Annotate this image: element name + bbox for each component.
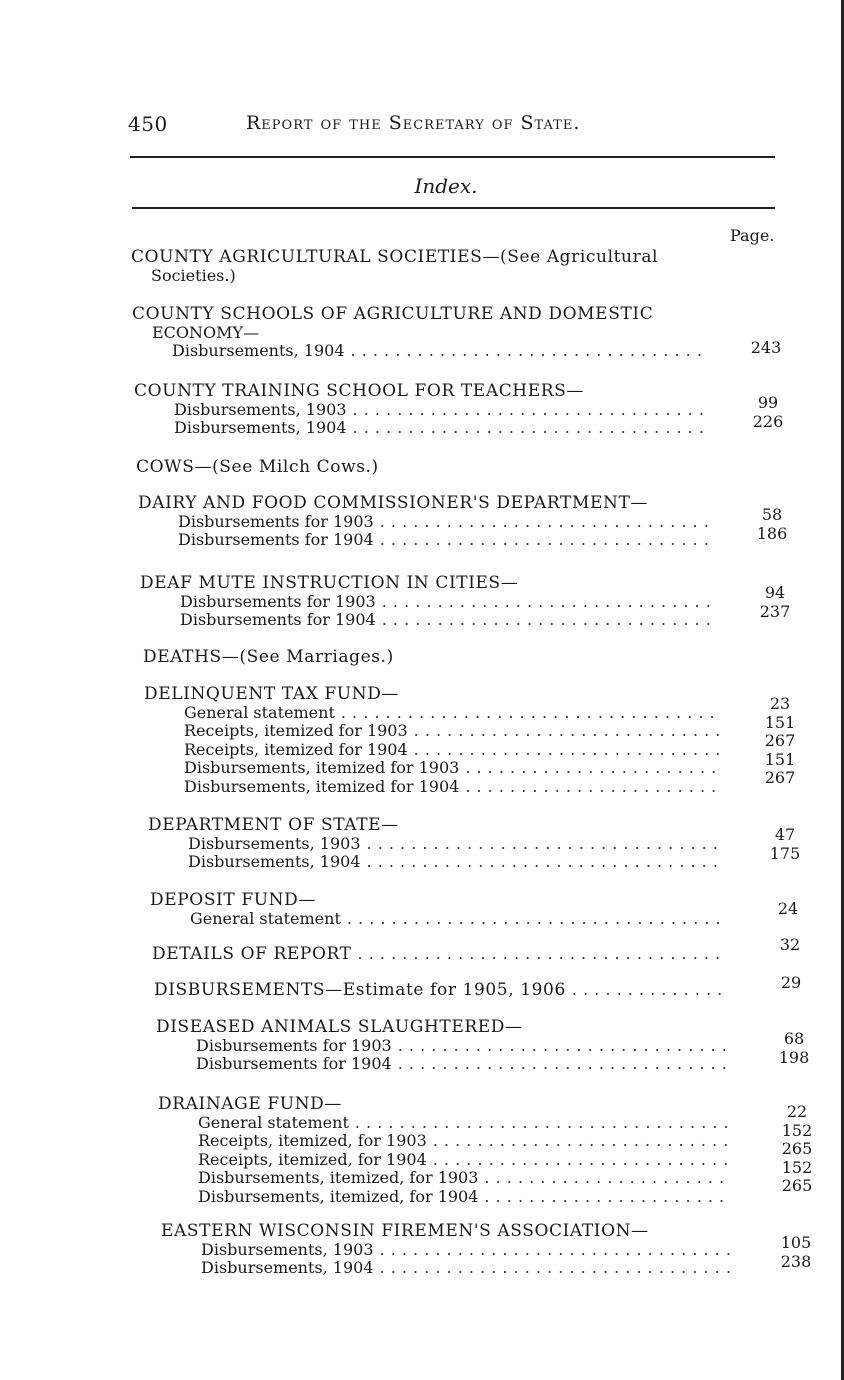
entry-subitem (144, 759, 720, 778)
page-ref: 243 (750, 338, 782, 357)
subitem-label: Disbursements for 1903 (178, 511, 374, 531)
subitem-label: Receipts, itemized for 1904 (184, 739, 408, 759)
page-ref: 68 (783, 1029, 805, 1048)
page-ref: 265 (781, 1139, 813, 1159)
dot-leader (484, 1169, 730, 1188)
entry-subitem (140, 611, 712, 630)
entry-subitem (144, 704, 720, 723)
entry-subitem (158, 1169, 730, 1188)
page-ref: 151 (764, 712, 796, 732)
entry-subitem (144, 741, 720, 760)
entry-pages (758, 900, 818, 919)
index-entry (143, 648, 803, 667)
entry-heading: COUNTY TRAINING SCHOOL FOR TEACHERS— (134, 381, 584, 401)
entry-pages (760, 936, 820, 955)
dot-leader (358, 945, 724, 964)
subitem-label: Disbursements for 1904 (178, 530, 374, 550)
entry-pages (736, 339, 796, 358)
dot-leader (367, 835, 720, 854)
subitem-label: Disbursements, 1903 (174, 399, 347, 419)
page-ref: 186 (756, 523, 788, 543)
entry-heading: DEPOSIT FUND— (150, 890, 316, 910)
entry-subitem (134, 419, 706, 438)
page-ref: 238 (780, 1251, 812, 1271)
subitem-label: Disbursements, 1904 (174, 418, 347, 438)
entry-subitem (158, 1114, 730, 1133)
subitem-label: Disbursements, itemized for 1904 (184, 776, 460, 796)
subitem-label: Disbursements, 1904 (201, 1258, 374, 1278)
page-ref: 198 (778, 1047, 810, 1067)
dot-leader (353, 401, 706, 420)
dot-leader (380, 513, 710, 532)
entry-pages (738, 394, 798, 431)
entry-subitem (132, 342, 704, 361)
page-ref: 23 (769, 694, 791, 713)
subitem-label: Receipts, itemized for 1903 (184, 721, 408, 741)
running-head: Report of the Secretary of State. (246, 112, 581, 134)
entry-subitem (140, 593, 712, 612)
dot-leader (398, 1037, 728, 1056)
entry-heading: EASTERN WISCONSIN FIREMEN'S ASSOCIATION— (161, 1221, 649, 1241)
index-entry (134, 382, 706, 438)
page-ref: 58 (761, 505, 783, 524)
entry-subitem (154, 981, 726, 1000)
dot-leader (465, 778, 720, 797)
dot-leader (351, 342, 704, 361)
index-entry (140, 574, 712, 630)
page-ref: 99 (757, 393, 779, 412)
page-ref: 175 (769, 843, 801, 863)
entry-continuation: Societies.) (151, 265, 236, 285)
subitem-label: Disbursements, 1903 (188, 833, 361, 853)
entry-subitem (152, 945, 724, 964)
dot-leader (398, 1055, 728, 1074)
entry-subitem (158, 1188, 730, 1207)
top-rule (130, 156, 775, 158)
page-number: 450 (128, 112, 168, 136)
subitem-label: Disbursements, 1904 (172, 341, 345, 361)
dot-leader (382, 593, 712, 612)
page-ref: 267 (764, 731, 796, 751)
entry-heading: COUNTY SCHOOLS OF AGRICULTURE AND DOMESTIC (132, 304, 654, 324)
subitem-label: Disbursements, itemized, for 1903 (198, 1168, 479, 1188)
subitem-label: Receipts, itemized, for 1904 (198, 1149, 427, 1169)
entry-pages (764, 1030, 824, 1067)
dot-leader (382, 611, 712, 630)
page-ref: 237 (759, 601, 791, 621)
dot-leader (484, 1188, 730, 1207)
subitem-label: General statement (190, 908, 341, 928)
dot-leader (380, 1259, 735, 1278)
entry-pages (755, 826, 815, 863)
entry-subitem (161, 1241, 735, 1260)
entry-pages (761, 974, 821, 993)
entry-continuation: ECONOMY— (152, 322, 260, 342)
entry-heading: DEAF MUTE INSTRUCTION IN CITIES— (140, 573, 519, 593)
entry-heading: COUNTY AGRICULTURAL SOCIETIES—(See Agricultural (131, 247, 659, 267)
dot-leader (414, 741, 720, 760)
entry-pages (745, 584, 805, 621)
entry-subitem (148, 853, 720, 872)
entry-heading: COWS—(See Milch Cows.) (136, 457, 379, 477)
page-ref: 24 (777, 899, 799, 918)
index-title: Index. (414, 174, 478, 198)
subitem-label: Disbursements, 1903 (201, 1239, 374, 1259)
entry-subitem (158, 1151, 730, 1170)
page-ref: 152 (781, 1157, 813, 1177)
dot-leader (380, 1241, 735, 1260)
dot-leader (572, 981, 726, 1000)
subitem-label: Disbursements for 1903 (180, 591, 376, 611)
page-ref: 226 (752, 411, 784, 431)
page-ref: 29 (780, 973, 802, 992)
index-entry (136, 458, 796, 477)
entry-subitem (156, 1055, 728, 1074)
index-entry (156, 1018, 728, 1074)
subitem-label: Disbursements, itemized, for 1904 (198, 1186, 479, 1206)
subitem-label: Disbursements for 1903 (196, 1035, 392, 1055)
entry-heading: DELINQUENT TAX FUND— (144, 684, 400, 704)
index-entry (131, 248, 791, 285)
entry-pages (750, 695, 810, 788)
entry-subitem (150, 910, 722, 929)
subitem-label: General statement (184, 702, 335, 722)
entry-heading: DEATHS—(See Marriages.) (143, 647, 394, 667)
index-entry (144, 685, 720, 797)
bottom-rule (132, 207, 775, 209)
entry-subitem (138, 513, 710, 532)
entry-subitem (138, 531, 710, 550)
index-entry (154, 981, 726, 1000)
page-ref: 152 (781, 1120, 813, 1140)
index-entry (152, 945, 724, 964)
dot-leader (433, 1132, 730, 1151)
index-entry (150, 891, 722, 928)
entry-heading: DAIRY AND FOOD COMMISSIONER'S DEPARTMENT— (138, 493, 649, 513)
index-entry (148, 816, 720, 872)
entry-heading: DETAILS OF REPORT (152, 944, 352, 964)
dot-leader (414, 722, 720, 741)
dot-leader (367, 853, 720, 872)
page-column-label: Page. (730, 226, 775, 245)
entry-pages (767, 1103, 827, 1196)
dot-leader (355, 1114, 730, 1133)
page-ref: 151 (764, 749, 796, 769)
entry-heading: DISBURSEMENTS—Estimate for 1905, 1906 (154, 980, 566, 1000)
entry-heading: DEPARTMENT OF STATE— (148, 815, 399, 835)
subitem-label: Disbursements for 1904 (196, 1054, 392, 1074)
index-entry (132, 305, 704, 361)
page-ref: 47 (774, 825, 796, 844)
index-entry (138, 494, 710, 550)
subitem-label: General statement (198, 1112, 349, 1132)
dot-leader (465, 759, 720, 778)
subitem-label: Disbursements for 1904 (180, 610, 376, 630)
entry-heading: DISEASED ANIMALS SLAUGHTERED— (156, 1017, 523, 1037)
dot-leader (380, 531, 710, 550)
entry-subitem (134, 401, 706, 420)
entry-subitem (158, 1132, 730, 1151)
entry-pages (742, 506, 802, 543)
entry-subitem (144, 722, 720, 741)
page-ref: 267 (764, 768, 796, 788)
entry-subitem (161, 1259, 735, 1278)
entry-pages (766, 1234, 826, 1271)
dot-leader (347, 910, 722, 929)
entry-subitem (148, 835, 720, 854)
entry-heading: DRAINAGE FUND— (158, 1094, 342, 1114)
entry-subitem (144, 778, 720, 797)
entry-subitem (156, 1037, 728, 1056)
page-ref: 105 (780, 1233, 812, 1252)
index-entry (158, 1095, 730, 1207)
dot-leader (353, 419, 706, 438)
subitem-label: Receipts, itemized, for 1903 (198, 1131, 427, 1151)
index-entry (161, 1222, 735, 1278)
dot-leader (341, 704, 720, 723)
dot-leader (433, 1151, 730, 1170)
subitem-label: Disbursements, itemized for 1903 (184, 758, 460, 778)
page-ref: 265 (781, 1176, 813, 1196)
page-ref: 94 (764, 583, 786, 602)
page-ref: 32 (779, 935, 801, 954)
page-ref: 22 (786, 1102, 808, 1121)
subitem-label: Disbursements, 1904 (188, 852, 361, 872)
